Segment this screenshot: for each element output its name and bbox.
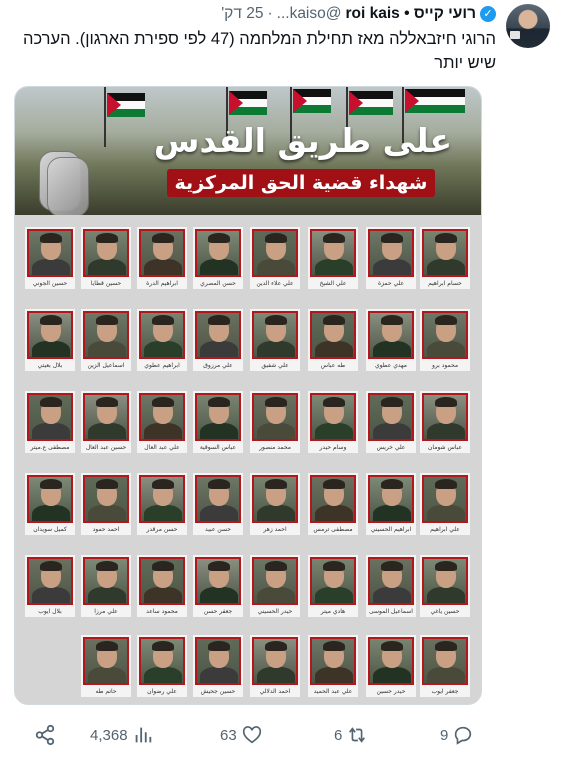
portrait-card — [420, 555, 470, 617]
tweet-image[interactable] — [14, 86, 482, 705]
flag-icon — [405, 89, 465, 113]
portrait-name: احمد الدلالي — [259, 688, 291, 695]
portrait-card — [420, 391, 470, 453]
portrait-card — [137, 391, 187, 453]
portrait-name: حيدر الحسيني — [257, 608, 293, 615]
portrait-name: كميل سويدان — [33, 526, 67, 533]
portrait-photo — [310, 229, 356, 277]
portrait-card — [137, 309, 187, 371]
portrait-name: محمد منصور — [259, 444, 291, 451]
portrait-name: حسن المصري — [200, 280, 236, 287]
views-count: 4,368 — [90, 726, 128, 744]
portrait-photo — [310, 311, 356, 359]
portrait-name: اسماعيل الزين — [87, 362, 125, 369]
portrait-card — [81, 555, 131, 617]
portrait-photo — [195, 557, 241, 605]
reply-button[interactable] — [440, 722, 474, 748]
portrait-photo — [27, 311, 73, 359]
portrait-card — [308, 635, 358, 697]
portrait-photo — [252, 557, 298, 605]
portrait-card — [308, 555, 358, 617]
portrait-card — [137, 473, 187, 535]
portrait-photo — [83, 557, 129, 605]
flag-icon — [107, 93, 145, 117]
portrait-name: جعفر ايوب — [431, 688, 459, 695]
portrait-card — [366, 473, 416, 535]
portrait-name: حاتم طه — [95, 688, 117, 695]
portrait-card — [193, 227, 243, 289]
portrait-photo — [310, 557, 356, 605]
portrait-card — [420, 473, 470, 535]
verified-badge-icon: ✓ — [480, 6, 496, 22]
portrait-name: مصطفى ع.ميتر — [30, 444, 70, 451]
portrait-name: وسام حيدر — [319, 444, 347, 451]
flag-icon — [229, 91, 267, 115]
portrait-name: علي علاء الدين — [256, 280, 294, 287]
portrait-name: حسين قطايا — [90, 280, 122, 287]
portrait-photo — [368, 557, 414, 605]
tweet-actions — [0, 716, 568, 756]
portrait-card — [308, 309, 358, 371]
portrait-name: هادي ميتر — [320, 608, 346, 615]
poster-banner — [15, 87, 481, 215]
portrait-card — [250, 473, 300, 535]
portrait-card — [137, 635, 187, 697]
portrait-name: عباس السوقية — [199, 444, 237, 451]
portrait-name: جعفر حسن — [203, 608, 233, 615]
portrait-card — [81, 635, 131, 697]
poster-subtitle: شهداء قضية الحق المركزية — [167, 169, 435, 197]
portrait-photo — [368, 393, 414, 441]
reply-icon — [452, 724, 474, 746]
portrait-photo — [422, 393, 468, 441]
portrait-card — [25, 309, 75, 371]
portrait-name: حسين ياغي — [430, 608, 460, 615]
portrait-name: مصطفى ترمس — [313, 526, 353, 533]
portrait-photo — [83, 311, 129, 359]
like-button[interactable] — [220, 722, 263, 748]
portrait-photo — [310, 475, 356, 523]
portrait-card — [308, 227, 358, 289]
portrait-photo — [310, 637, 356, 685]
tweet-header — [8, 3, 496, 25]
portrait-photo — [27, 557, 73, 605]
portrait-card — [366, 227, 416, 289]
portrait-name: حسين عبد العال — [85, 444, 127, 451]
portrait-photo — [422, 475, 468, 523]
likes-count: 63 — [220, 726, 237, 744]
portrait-photo — [139, 229, 185, 277]
portrait-name: ابراهيم الحسيني — [370, 526, 412, 533]
views-button[interactable] — [90, 722, 154, 748]
portrait-photo — [195, 229, 241, 277]
portrait-card — [308, 473, 358, 535]
portrait-card — [193, 309, 243, 371]
portrait-card — [250, 309, 300, 371]
portrait-name: علي عبد العال — [144, 444, 180, 451]
portrait-name: علي ابراهيم — [430, 526, 460, 533]
portrait-card — [420, 227, 470, 289]
portrait-card — [81, 391, 131, 453]
portrait-photo — [27, 393, 73, 441]
author-name[interactable]: רועי קייס • roi kais — [345, 5, 476, 22]
author-avatar[interactable] — [506, 4, 550, 48]
portrait-name: مهدي عطوي — [374, 362, 408, 369]
portrait-name: ابراهيم عطوي — [144, 362, 180, 369]
portrait-name: علي مرزوق — [203, 362, 233, 369]
portrait-card — [81, 473, 131, 535]
portrait-name: حيدر حسين — [376, 688, 406, 695]
portrait-name: علي رضوان — [147, 688, 177, 695]
portrait-photo — [195, 393, 241, 441]
replies-count: 9 — [440, 726, 449, 744]
portrait-photo — [83, 637, 129, 685]
portrait-name: محمود برو — [431, 362, 459, 369]
portrait-photo — [27, 229, 73, 277]
portrait-photo — [368, 637, 414, 685]
logo-icon — [510, 31, 520, 39]
author-handle[interactable]: @kaiso... — [276, 5, 342, 22]
dog-tags-icon — [39, 151, 89, 221]
portrait-card — [81, 227, 131, 289]
portrait-name: اسماعيل الموسى — [369, 608, 413, 615]
flag-icon — [293, 89, 331, 113]
portrait-photo — [195, 311, 241, 359]
portrait-card — [366, 555, 416, 617]
portrait-name: علي شفيق — [261, 362, 289, 369]
portrait-card — [250, 555, 300, 617]
portrait-card — [81, 309, 131, 371]
portrait-card — [193, 473, 243, 535]
portrait-name: حسن مرقدر — [146, 526, 178, 533]
portrait-photo — [195, 475, 241, 523]
portrait-name: علي حمزة — [377, 280, 405, 287]
share-icon — [34, 724, 56, 746]
portrait-name: بلال بعيتي — [37, 362, 63, 369]
portrait-name: علي الشيخ — [319, 280, 347, 287]
portrait-photo — [83, 229, 129, 277]
retweets-count: 6 — [334, 726, 343, 744]
portrait-card — [250, 391, 300, 453]
tweet-text: הרוגי חיזבאללה מאז תחילת המלחמה (47 לפי ספירת הארגון). הערכה שיש יותר — [23, 30, 496, 72]
header-separator: · — [267, 5, 273, 22]
retweet-button[interactable] — [334, 722, 368, 748]
portrait-card — [366, 635, 416, 697]
portrait-card — [420, 309, 470, 371]
portrait-photo — [83, 393, 129, 441]
flag-icon — [349, 91, 393, 115]
portrait-photo — [368, 229, 414, 277]
portrait-name: علي خريس — [376, 444, 406, 451]
portrait-photo — [422, 557, 468, 605]
share-button[interactable] — [34, 722, 56, 748]
portrait-name: طه عباس — [320, 362, 346, 369]
portrait-card — [137, 227, 187, 289]
tweet-time[interactable]: 25 דק' — [221, 5, 264, 22]
portrait-name: علي عبد الحميد — [313, 688, 353, 695]
portrait-name: علي مرزا — [94, 608, 118, 615]
portrait-card — [250, 635, 300, 697]
portrait-card — [193, 555, 243, 617]
portrait-photo — [252, 475, 298, 523]
portrait-card — [366, 309, 416, 371]
portrait-photo — [252, 393, 298, 441]
portrait-card — [137, 555, 187, 617]
portrait-card — [366, 391, 416, 453]
portrait-name: ابراهيم الدرة — [146, 280, 178, 287]
portrait-photo — [310, 393, 356, 441]
portrait-photo — [139, 475, 185, 523]
portrait-photo — [368, 475, 414, 523]
portrait-card — [25, 391, 75, 453]
portrait-photo — [368, 311, 414, 359]
portrait-photo — [195, 637, 241, 685]
portrait-name: حسن عبيد — [205, 526, 231, 533]
portrait-photo — [422, 229, 468, 277]
portrait-photo — [252, 229, 298, 277]
portrait-photo — [139, 557, 185, 605]
portrait-card — [25, 473, 75, 535]
portrait-name: احمد زهر — [263, 526, 287, 533]
portrait-photo — [252, 311, 298, 359]
portrait-name: حسين الجوني — [32, 280, 68, 287]
portrait-name: بلال ايوب — [38, 608, 62, 615]
portrait-photo — [139, 393, 185, 441]
portrait-card — [25, 555, 75, 617]
poster-title: على طريق القدس — [153, 121, 453, 160]
portrait-name: حسام ابراهيم — [428, 280, 462, 287]
portrait-card — [25, 227, 75, 289]
portrait-grid — [15, 215, 481, 704]
portrait-photo — [422, 311, 468, 359]
portrait-card — [308, 391, 358, 453]
portrait-name: عباس شومان — [427, 444, 463, 451]
portrait-name: حسين جحيش — [200, 688, 236, 695]
portrait-photo — [422, 637, 468, 685]
portrait-photo — [27, 475, 73, 523]
retweet-icon — [346, 724, 368, 746]
heart-icon — [241, 724, 263, 746]
portrait-card — [250, 227, 300, 289]
portrait-photo — [83, 475, 129, 523]
portrait-photo — [139, 311, 185, 359]
portrait-card — [193, 635, 243, 697]
portrait-name: احمد حمود — [92, 526, 120, 533]
portrait-name: محمود ساعد — [146, 608, 178, 615]
portrait-photo — [252, 637, 298, 685]
portrait-card — [420, 635, 470, 697]
portrait-card — [193, 391, 243, 453]
views-icon — [132, 724, 154, 746]
portrait-photo — [139, 637, 185, 685]
